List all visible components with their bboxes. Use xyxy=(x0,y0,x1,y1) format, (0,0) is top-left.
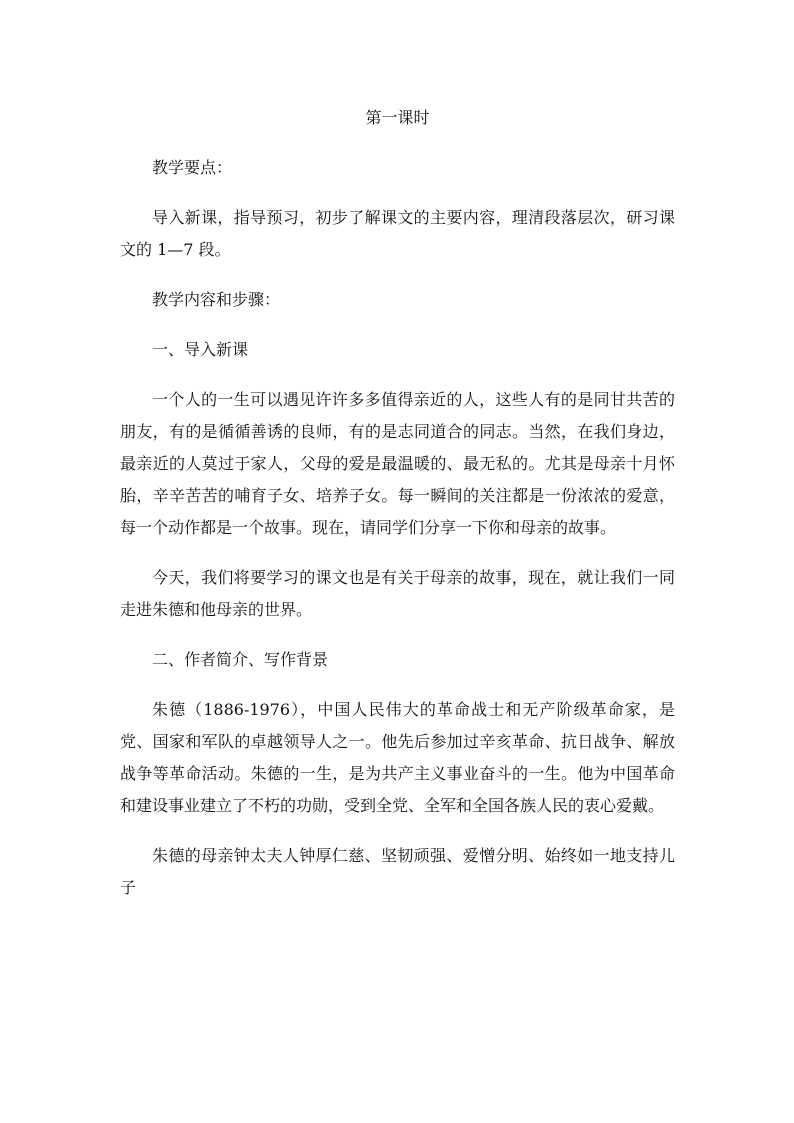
lesson-title: 第一课时 xyxy=(365,108,430,127)
document-body xyxy=(120,102,675,904)
section-author-heading: 二、作者简介、写作背景 xyxy=(152,650,329,669)
teaching-points-text: 导入新课，指导预习，初步了解课文的主要内容，理清段落层次，研习课文的 1—7 段。 xyxy=(120,208,675,259)
content-steps-heading: 教学内容和步骤： xyxy=(152,290,281,309)
teaching-points-heading: 教学要点： xyxy=(152,158,233,177)
section-intro-heading: 一、导入新课 xyxy=(152,340,249,359)
author-paragraph: 朱德（1886-1976），中国人民伟大的革命战士和无产阶级革命家，是党、国家和军队的卓越领导人之一。他先后参加过辛亥革命、抗日战争、解放战争等革命活动。朱德的一生，是为共产主义事业奋斗的一生。他为中国革命和建设事业建立了不朽的功勋，受到全党、全军和全国各族人民的衷心爱戴。 xyxy=(120,700,675,815)
mother-paragraph: 朱德的母亲钟太夫人钟厚仁慈、坚韧顽强、爱憎分明、始终如一地支持儿子 xyxy=(120,846,675,897)
intro-paragraph-2: 今天，我们将要学习的课文也是有关于母亲的故事，现在，就让我们一同走进朱德和他母亲的世界。 xyxy=(120,568,675,619)
intro-paragraph-1: 一个人的一生可以遇见许许多多值得亲近的人，这些人有的是同甘共苦的朋友，有的是循循善诱的良师，有的是志同道合的同志。当然，在我们身边，最亲近的人莫过于家人，父母的爱是最温暖的、最无私的。尤其是母亲十月怀胎，辛辛苦苦的哺育子女、培养子女。每一瞬间的关注都是一份浓浓的爱意，每一个动作都是一个故事。现在，请同学们分享一下你和母亲的故事。 xyxy=(120,390,675,537)
